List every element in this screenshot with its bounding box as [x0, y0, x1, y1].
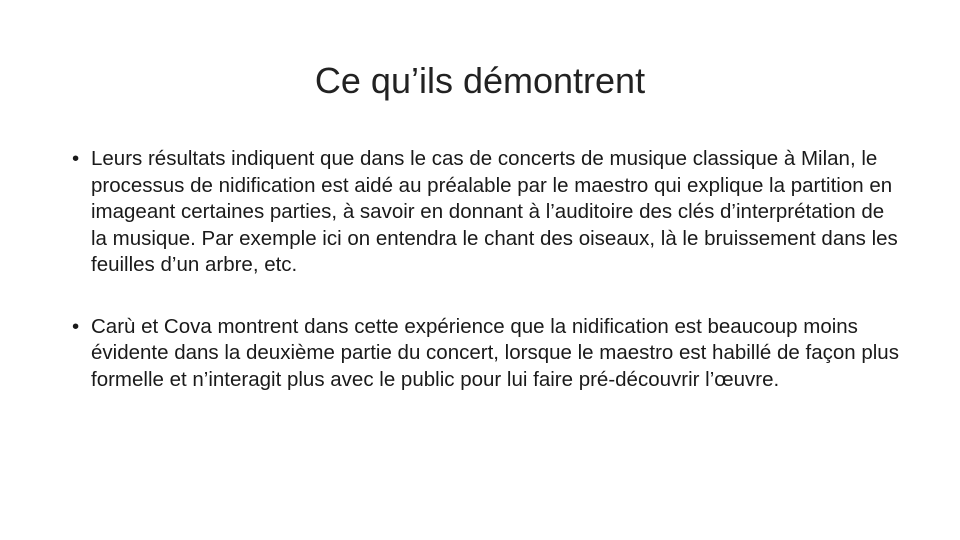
- bullet-icon: •: [72, 314, 80, 338]
- bullet-text: Carù et Cova montrent dans cette expérience que la nidification est beaucoup moins évidente dans la deuxième partie du concert, lorsque le maestro est habillé de façon plus formelle et n’interagit plus avec le public pour lui faire pré-découvrir l’œuvre.: [91, 314, 899, 391]
- bullet-text: Leurs résultats indiquent que dans le cas de concerts de musique classique à Milan, le processus de nidification est aidé au préalable par le maestro qui explique la partition en imageant certaines parties, à savoir en donnant à l’auditoire des clés d’interprétation de la musique. Par exemple ici on entendra le chant des oiseaux, là le bruissement dans les feuilles d’un arbre, etc.: [91, 147, 898, 276]
- bullet-list: [72, 146, 902, 428]
- bullet-item: [72, 146, 902, 279]
- slide-title: Ce qu’ils démontrent: [314, 60, 646, 101]
- bullet-icon: •: [72, 147, 80, 170]
- bullet-item: [72, 314, 902, 394]
